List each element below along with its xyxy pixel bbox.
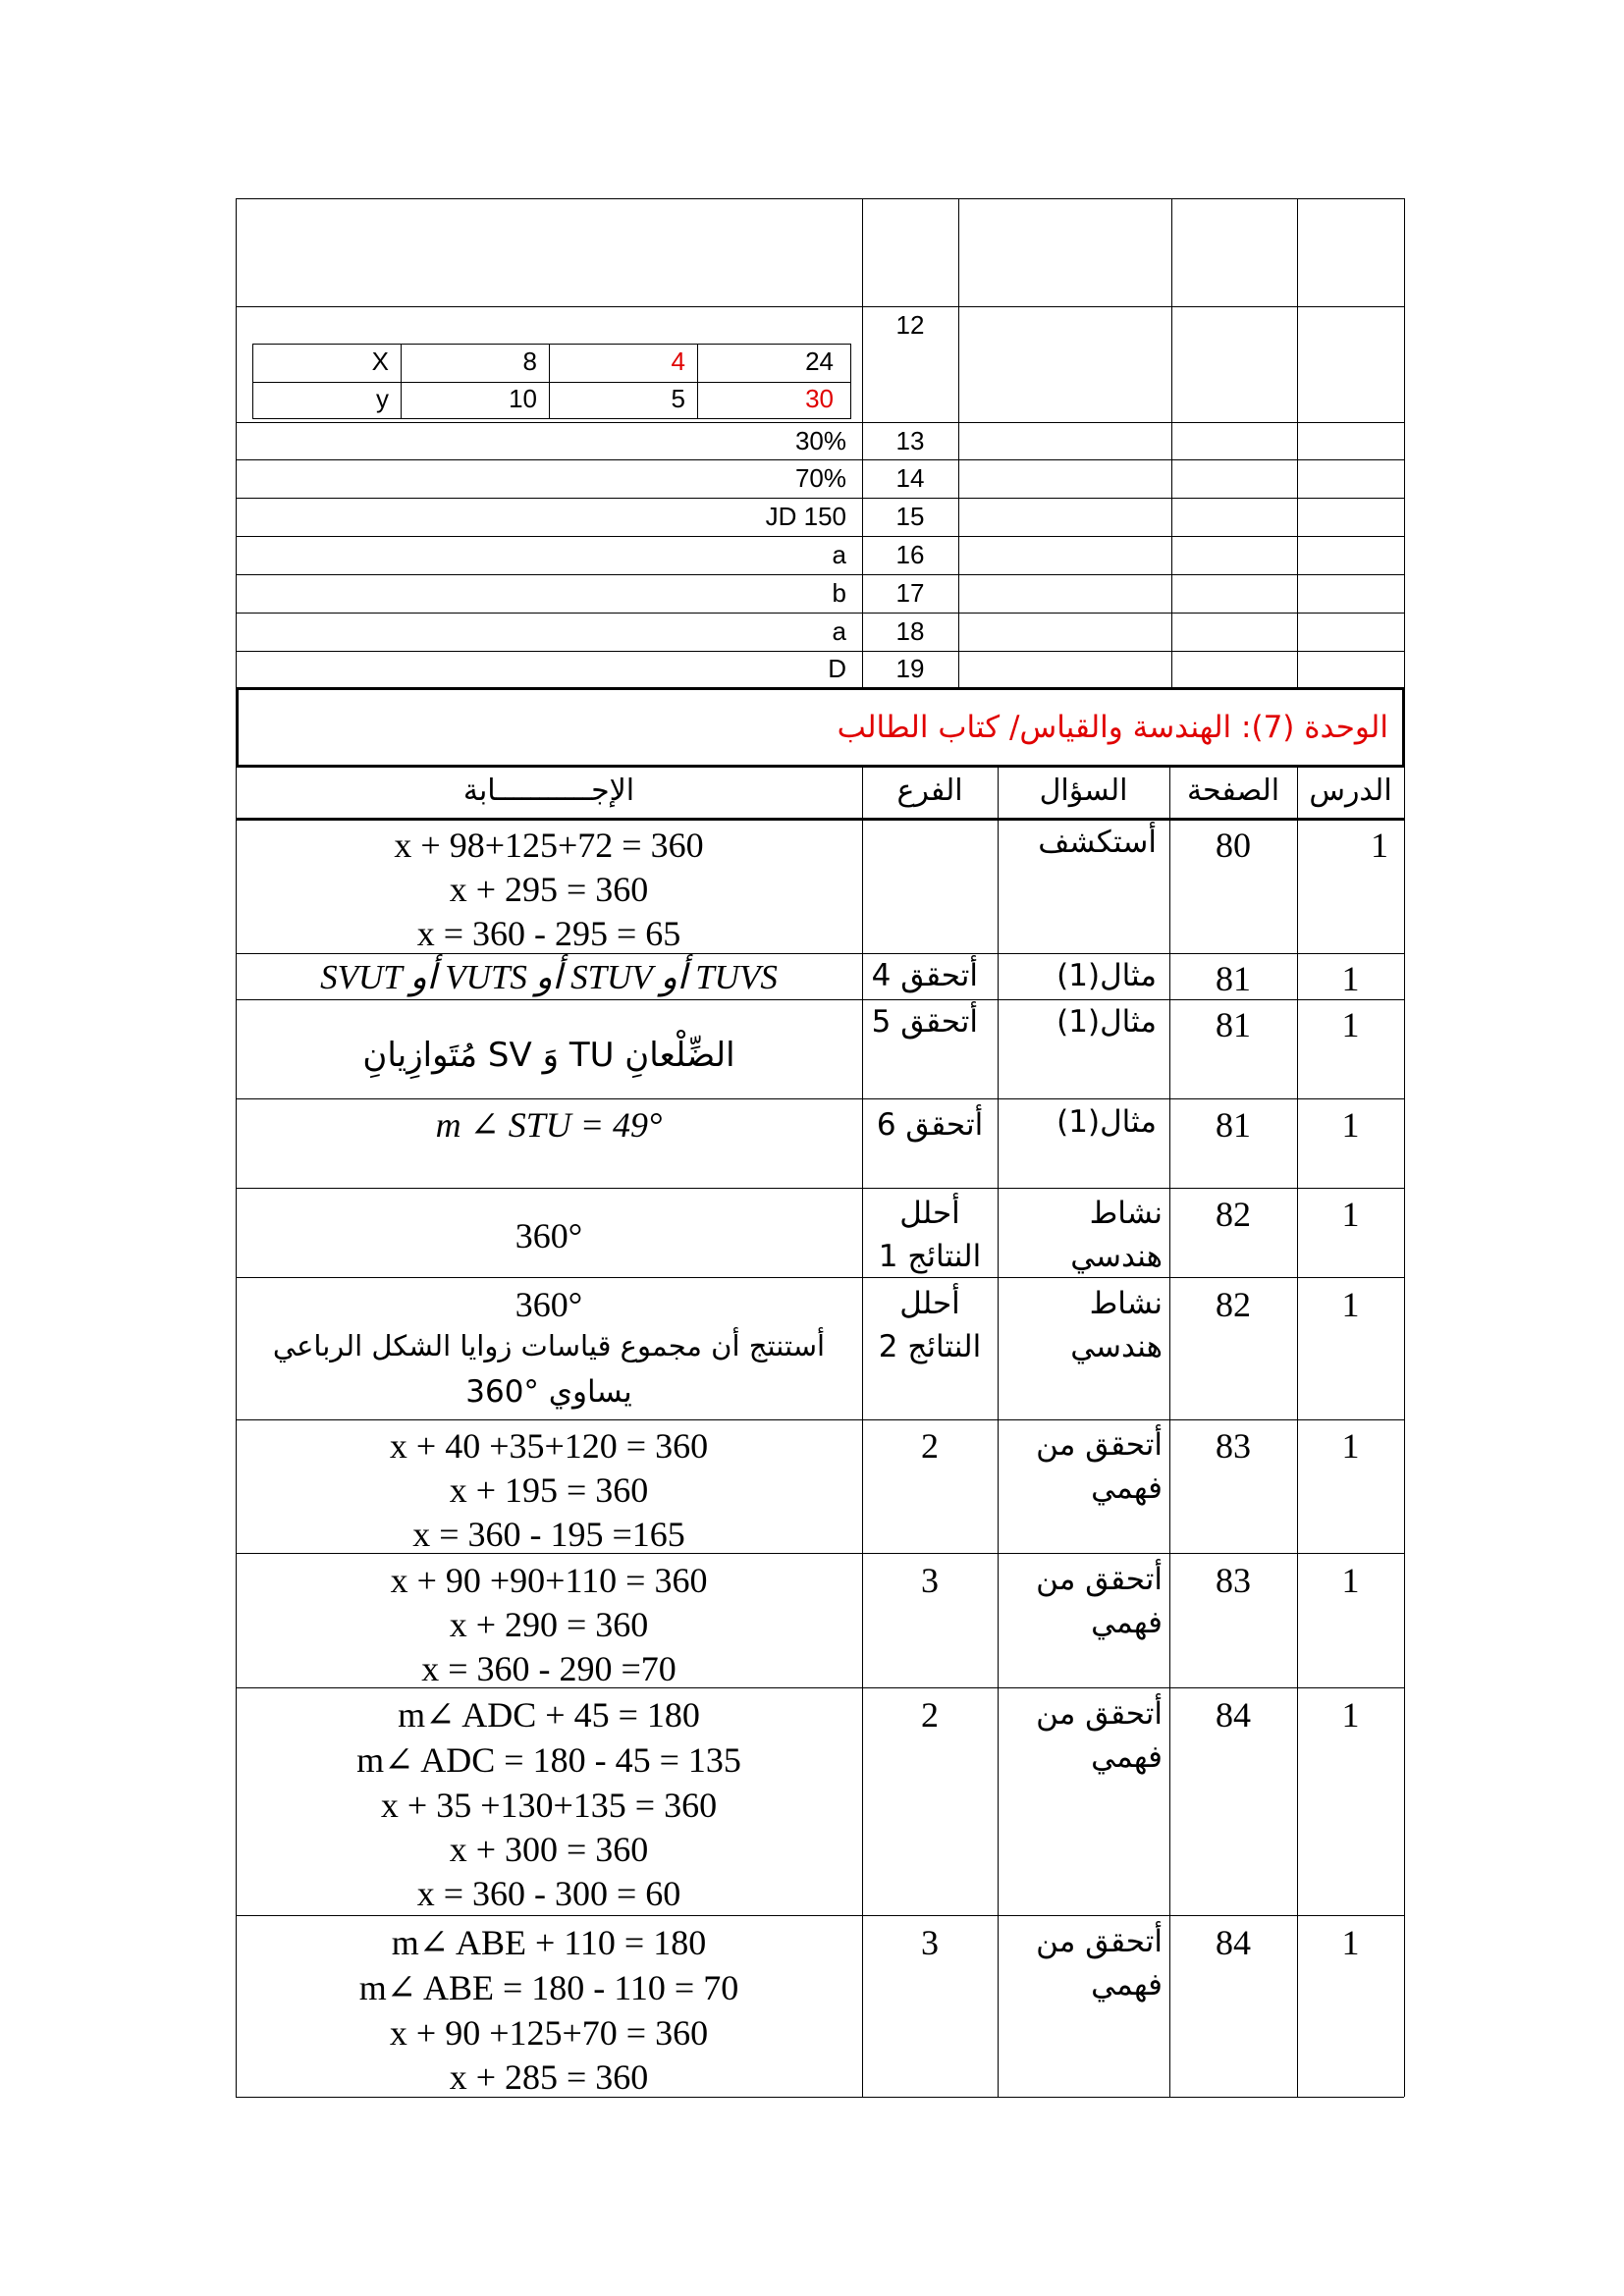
answer-text: b — [832, 578, 846, 608]
answer-line: m∠ ADC + 45 = 180 — [398, 1695, 700, 1735]
answer-line: x + 285 = 360 — [449, 2057, 649, 2097]
answer-line: x + 90 +125+70 = 360 — [389, 2013, 709, 2053]
lesson-number: 1 — [1341, 1426, 1360, 1466]
page-number: 80 — [1216, 826, 1251, 865]
column-header-lesson: الدرس — [1309, 774, 1392, 808]
lesson-number: 1 — [1341, 959, 1360, 998]
answer-line: x + 290 = 360 — [449, 1605, 649, 1644]
xy-cell-answer: 30 — [805, 384, 834, 413]
page-number: 81 — [1216, 1005, 1251, 1044]
question-number: 18 — [895, 616, 925, 646]
answer-line: x + 195 = 360 — [449, 1470, 649, 1510]
branch-label: أتحقق 4 — [871, 958, 978, 993]
answer-line: m∠ ABE + 110 = 180 — [391, 1923, 707, 1962]
branch-label: 3 — [921, 1923, 939, 1962]
lesson-number: 1 — [1341, 1285, 1360, 1324]
page-number: 83 — [1216, 1561, 1251, 1600]
question-label: مثال(1) — [1056, 1004, 1157, 1040]
question-number: 15 — [895, 502, 925, 531]
answer-line: 360° — [514, 1285, 583, 1324]
branch-label: أتحقق 6 — [876, 1107, 984, 1143]
answer-text: D — [828, 654, 846, 683]
question-number: 17 — [895, 578, 925, 608]
answer-line: SVUT أو VUTS أو STUV أو TUVS — [320, 958, 778, 996]
question-number: 16 — [895, 540, 925, 569]
lesson-number: 1 — [1371, 826, 1388, 865]
question-number: 14 — [895, 463, 925, 493]
lesson-number: 1 — [1341, 1195, 1360, 1234]
unit-title: الوحدة (7): الهندسة والقياس/ كتاب الطالب — [837, 710, 1388, 745]
xy-cell: y — [376, 384, 389, 413]
column-header-answer: الإجـــــــــــابة — [462, 774, 635, 808]
column-header-page: الصفحة — [1186, 774, 1280, 808]
answer-line: x = 360 - 295 = 65 — [416, 914, 681, 953]
xy-cell: 5 — [671, 384, 685, 413]
page-number: 81 — [1216, 1105, 1251, 1145]
answer-line: m ∠ STU = 49° — [435, 1105, 663, 1145]
branch-label: أحلل النتائج 1 — [878, 1196, 982, 1274]
answer-line: x + 40 +35+120 = 360 — [389, 1426, 709, 1466]
question-label: نشاط هندسي — [1070, 1196, 1163, 1274]
question-label: مثال(1) — [1056, 1104, 1157, 1140]
answer-text: a — [832, 616, 846, 646]
column-header-question: السؤال — [1039, 774, 1128, 808]
answer-line: x = 360 - 300 = 60 — [416, 1874, 681, 1913]
question-number: 19 — [895, 654, 925, 683]
answer-line: x + 35 +130+135 = 360 — [380, 1786, 718, 1825]
lesson-number: 1 — [1341, 1105, 1360, 1145]
answer-text: 30% — [794, 426, 846, 455]
lesson-number: 1 — [1341, 1923, 1360, 1962]
branch-label: أتحقق 5 — [871, 1004, 978, 1040]
column-header-branch: الفرع — [896, 774, 963, 808]
xy-cell: X — [371, 347, 389, 376]
answer-line: x + 300 = 360 — [449, 1830, 649, 1869]
page-number: 82 — [1216, 1285, 1251, 1324]
branch-label: 2 — [921, 1695, 939, 1735]
branch-label: أحلل النتائج 2 — [878, 1286, 982, 1364]
answer-line: m∠ ABE = 180 - 110 = 70 — [358, 1968, 739, 2007]
xy-cell-answer: 4 — [671, 347, 685, 376]
question-label: أتحقق من فهمي — [1036, 1427, 1163, 1506]
answer-line: x = 360 - 290 =70 — [421, 1649, 677, 1688]
answer-line: x = 360 - 195 =165 — [412, 1515, 685, 1554]
page-number: 84 — [1216, 1695, 1251, 1735]
question-label: أتحقق من فهمي — [1036, 1696, 1163, 1775]
answer-text: 70% — [794, 463, 846, 493]
answer-line: x + 98+125+72 = 360 — [394, 826, 704, 865]
question-label: أستكشف — [1038, 825, 1157, 860]
question-label: مثال(1) — [1056, 958, 1157, 993]
xy-cell: 24 — [805, 347, 834, 376]
lesson-number: 1 — [1341, 1695, 1360, 1735]
xy-cell: 10 — [509, 384, 537, 413]
lesson-number: 1 — [1341, 1561, 1360, 1600]
page-number: 84 — [1216, 1923, 1251, 1962]
xy-cell: 8 — [522, 347, 537, 376]
question-label: أتحقق من فهمي — [1036, 1562, 1163, 1640]
page-number: 83 — [1216, 1426, 1251, 1466]
question-label: أتحقق من فهمي — [1036, 1924, 1163, 2002]
answer-line: x + 90 +90+110 = 360 — [390, 1561, 708, 1600]
branch-label: 3 — [921, 1561, 939, 1600]
page-number: 82 — [1216, 1195, 1251, 1234]
page-number: 81 — [1216, 959, 1251, 998]
answer-line: الضِّلْعانِ TU وَ SV مُتَوازِيانِ — [362, 1036, 735, 1075]
lesson-number: 1 — [1341, 1005, 1360, 1044]
question-number: 12 — [895, 310, 925, 340]
answer-line: m∠ ADC = 180 - 45 = 135 — [356, 1740, 741, 1780]
answer-line: 360° — [514, 1216, 583, 1255]
question-label: نشاط هندسي — [1070, 1286, 1163, 1364]
answer-text: JD 150 — [765, 502, 846, 531]
unit-header-box — [236, 687, 1405, 768]
answer-line: يساوي °360 — [465, 1374, 632, 1410]
answer-line: x + 295 = 360 — [449, 870, 649, 909]
answer-text: a — [832, 540, 846, 569]
answer-line: أستنتج أن مجموع قياسات زوايا الشكل الرباعي — [272, 1329, 826, 1362]
branch-label: 2 — [921, 1426, 939, 1466]
question-number: 13 — [895, 426, 925, 455]
